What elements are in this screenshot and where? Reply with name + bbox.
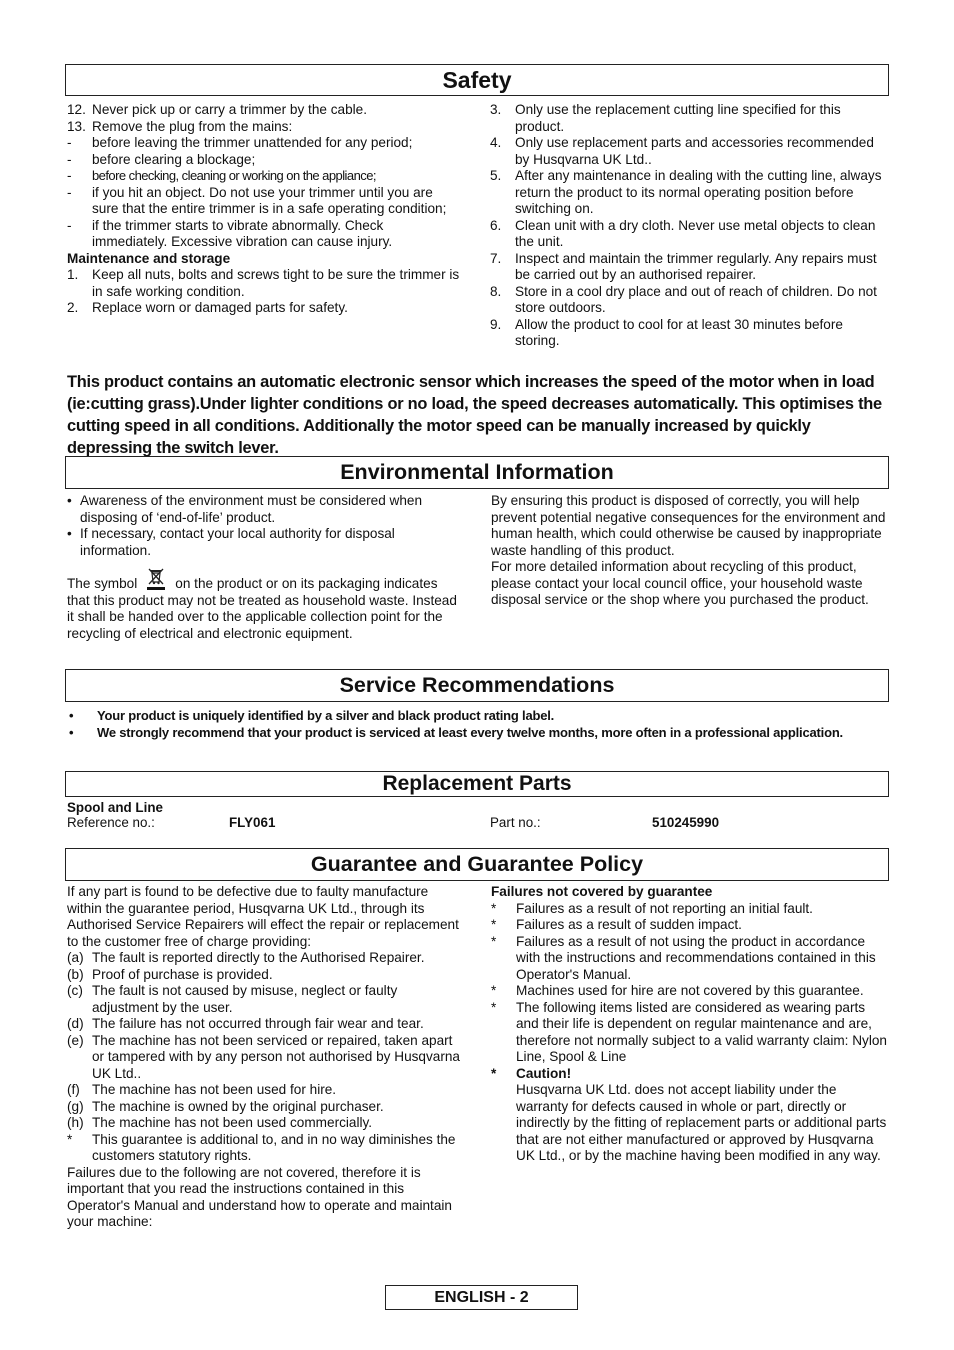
caution-item: [491, 1066, 889, 1165]
safety-item-marker: 8.: [490, 283, 502, 299]
safety-item-text: Allow the product to cool for at least 30 minutes before storing.: [515, 316, 843, 348]
caution-text: Husqvarna UK Ltd. does not accept liability under the warranty for defects caused in whole or part, directly or indirectly by the fitting of replacement parts or additional parts that are not either manufactured or approved by Husqvarna UK Ltd., or by the machine having been modified in any way.: [516, 1082, 887, 1163]
safety-item-marker: 3.: [490, 102, 502, 117]
part-number-value: 510245990: [652, 815, 720, 830]
not-covered-item-text: Machines used for hire are not covered by this guarantee.: [516, 983, 864, 998]
maintenance-heading: Maintenance and storage: [67, 250, 231, 266]
safety-item-marker: 6.: [490, 217, 502, 233]
not-covered-item-marker: *: [491, 999, 497, 1015]
symbol-paragraph: [67, 567, 462, 642]
guarantee-condition-text: The fault is not caused by misuse, neglect or faulty adjustment by the user.: [92, 983, 398, 1015]
safety-item-text: before checking, cleaning or working on the appliance;: [92, 168, 376, 183]
not-covered-item: [491, 917, 889, 934]
safety-item-text: before clearing a blockage;: [92, 151, 256, 167]
maintenance-item: [67, 300, 462, 317]
maintenance-item-text: Replace worn or damaged parts for safety.: [92, 300, 348, 315]
environmental-title: Environmental Information: [340, 460, 614, 484]
crossed-out-bin-icon: [143, 567, 169, 591]
guarantee-condition: [67, 1033, 465, 1083]
service-bullet-text: We strongly recommend that your product is serviced at least every twelve months, more often in a professional application.: [97, 724, 843, 740]
safety-item: [490, 251, 890, 284]
guarantee-condition-text: The machine is owned by the original purchaser.: [92, 1098, 384, 1114]
environmental-bullet: [67, 493, 462, 526]
replacement-title: Replacement Parts: [382, 772, 572, 795]
safety-item: [67, 135, 462, 152]
guarantee-condition: [67, 983, 465, 1016]
environmental-left-column: [67, 493, 462, 642]
guarantee-left-column: [67, 884, 465, 1231]
not-covered-item: [491, 1000, 889, 1066]
guarantee-condition: [67, 1132, 465, 1165]
environmental-bullets: [67, 493, 462, 559]
safety-item: [490, 168, 890, 218]
safety-item-marker: -: [67, 168, 72, 183]
safety-item: [490, 102, 890, 135]
guarantee-condition-text: The machine has not been used commercially.: [92, 1115, 373, 1130]
bullet-icon: •: [67, 493, 72, 508]
guarantee-condition: [67, 1115, 465, 1132]
reference-label: Reference no.:: [67, 815, 155, 830]
not-covered-item-marker: *: [491, 900, 497, 916]
caution-body: [516, 1066, 889, 1165]
maintenance-item-marker: 1.: [67, 267, 79, 282]
safety-item: [490, 317, 890, 350]
guarantee-condition-text: The machine has not been serviced or repaired, taken apart or tampered with by any person not authorised by Husqvarna UK Ltd..: [92, 1032, 460, 1081]
guarantee-outro: Failures due to the following are not covered, therefore it is important that you read the instructions contained in this Operator's Manual and understand how to operate and maintain your machine:: [67, 1164, 452, 1229]
symbol-text-after: on the product or on its packaging indicates that this product may not be treated as household waste. Instead it shall be handed over to the applicable collection point for the recycling of electrical and electronic equipment.: [67, 576, 457, 641]
environmental-heading-box: [65, 456, 889, 489]
guarantee-condition-marker: (d): [67, 1016, 84, 1031]
safety-item: [67, 119, 462, 136]
service-bullet-text: Your product is uniquely identified by a silver and black product rating label.: [97, 708, 555, 723]
safety-item-text: Clean unit with a dry cloth. Never use metal objects to clean the unit.: [515, 217, 876, 249]
reference-value: FLY061: [229, 815, 276, 830]
part-number-label: Part no.:: [490, 815, 541, 830]
guarantee-condition-marker: (g): [67, 1098, 84, 1114]
page-footer: ENGLISH - 2: [385, 1285, 578, 1310]
guarantee-heading-box: [65, 848, 889, 881]
service-heading-box: [65, 669, 889, 702]
guarantee-condition: [67, 967, 465, 984]
guarantee-condition-marker: (f): [67, 1082, 80, 1097]
not-covered-item-text: The following items listed are considered as wearing parts and their life is dependent on regular maintenance and are, therefore not normally subject to a valid warranty claim: Nylon Line, Spool & Line: [516, 999, 887, 1064]
safety-item-marker: 9.: [490, 316, 502, 332]
environmental-bullet-text: Awareness of the environment must be considered when disposing of ‘end-of-life’ product.: [80, 493, 423, 525]
not-covered-item: [491, 901, 889, 918]
guarantee-condition-text: The machine has not been used for hire.: [92, 1082, 337, 1097]
guarantee-condition-text: The fault is reported directly to the Authorised Repairer.: [92, 950, 425, 965]
guarantee-condition: [67, 950, 465, 967]
not-covered-item-text: Failures as a result of not reporting an initial fault.: [516, 900, 813, 916]
guarantee-condition-marker: (c): [67, 983, 83, 998]
safety-item-marker: -: [67, 184, 72, 200]
environmental-bullet-text: If necessary, contact your local authority for disposal information.: [80, 526, 395, 558]
maintenance-item: [67, 267, 462, 300]
environmental-right-paragraph-2: For more detailed information about recycling of this product, please contact your local council office, your household waste disposal service or the shop where you purchased the product.: [491, 559, 869, 607]
caution-marker: *: [491, 1065, 497, 1081]
not-covered-item: [491, 983, 889, 1000]
safety-item: [490, 218, 890, 251]
maintenance-item-marker: 2.: [67, 300, 79, 315]
safety-item-marker: -: [67, 151, 72, 167]
not-covered-item-marker: *: [491, 933, 497, 949]
guarantee-condition-marker: (h): [67, 1115, 84, 1130]
environmental-bullet: [67, 526, 462, 559]
service-bullet: [67, 725, 887, 742]
safety-item-marker: 12.: [67, 102, 86, 117]
not-covered-item-marker: *: [491, 983, 497, 998]
sensor-notice: This product contains an automatic electronic sensor which increases the speed of the motor when in load (ie:cutting grass).Under lighter conditions or no load, the speed decreases automatically. This optimises the cutting speed in all conditions. Additionally the motor speed can be manually increased by quickly depressing the switch lever.: [67, 373, 882, 458]
not-covered-item-marker: *: [491, 917, 497, 932]
guarantee-condition-marker: (b): [67, 966, 84, 982]
guarantee-condition-text: Proof of purchase is provided.: [92, 966, 273, 982]
safety-right-list: [490, 102, 890, 350]
service-bullets: [67, 708, 887, 741]
guarantee-condition-text: This guarantee is additional to, and in no way diminishes the customers statutory rights.: [92, 1131, 456, 1163]
maintenance-list: [67, 267, 462, 317]
safety-item-marker: 7.: [490, 250, 502, 266]
safety-heading-box: [65, 64, 889, 96]
spool-line-heading: Spool and Line: [67, 800, 163, 815]
safety-right-column: [490, 102, 890, 350]
not-covered-list: [491, 901, 889, 1066]
safety-left-column: [67, 102, 462, 317]
safety-item-text: Store in a cool dry place and out of reach of children. Do not store outdoors.: [515, 283, 877, 315]
not-covered-item-text: Failures as a result of sudden impact.: [516, 917, 742, 932]
environmental-right-column: [491, 493, 889, 609]
environmental-right-paragraph-1: By ensuring this product is disposed of correctly, you will help prevent potential negative consequences for the environment and human health, which could otherwise be caused by inappropriate waste handling of this product.: [491, 493, 886, 558]
guarantee-right-column: [491, 884, 889, 1165]
safety-item: [67, 185, 462, 218]
safety-item-text: Remove the plug from the mains:: [92, 118, 293, 134]
caution-heading: Caution!: [516, 1065, 572, 1081]
safety-item-text: Only use the replacement cutting line specified for this product.: [515, 102, 841, 134]
safety-item: [490, 135, 890, 168]
safety-item-text: if you hit an object. Do not use your trimmer until you are sure that the entire trimmer is in a safe operating condition;: [92, 184, 447, 216]
not-covered-item-text: Failures as a result of not using the product in accordance with the instructions and recommendations contained in this Operator's Manual.: [516, 933, 876, 982]
safety-left-list: [67, 102, 462, 251]
maintenance-item-text: Keep all nuts, bolts and screws tight to be sure the trimmer is in safe working condition.: [92, 267, 460, 299]
safety-item: [67, 152, 462, 169]
safety-item-text: before leaving the trimmer unattended for any period;: [92, 135, 413, 150]
guarantee-conditions: [67, 950, 465, 1165]
safety-item-marker: -: [67, 135, 72, 150]
not-covered-item: [491, 934, 889, 984]
safety-item-text: if the trimmer starts to vibrate abnormally. Check immediately. Excessive vibration can cause injury.: [92, 217, 393, 249]
guarantee-condition: [67, 1082, 465, 1099]
bullet-icon: •: [67, 526, 72, 541]
replacement-heading-box: [65, 771, 889, 797]
guarantee-condition-marker: (e): [67, 1032, 84, 1048]
guarantee-intro: If any part is found to be defective due to faulty manufacture within the guarantee period, Husqvarna UK Ltd., through its Authorised Service Repairers will effect the repair or replacement to the customer free of charge providing:: [67, 884, 459, 949]
guarantee-condition-text: The failure has not occurred through fair wear and tear.: [92, 1016, 424, 1031]
safety-item-marker: 4.: [490, 135, 502, 150]
safety-item: [490, 284, 890, 317]
guarantee-condition: [67, 1099, 465, 1116]
safety-item-marker: 5.: [490, 168, 502, 183]
safety-item-text: Only use replacement parts and accessories recommended by Husqvarna UK Ltd..: [515, 135, 874, 167]
safety-item-text: Inspect and maintain the trimmer regularly. Any repairs must be carried out by an authorised repairer.: [515, 250, 877, 282]
guarantee-condition: [67, 1016, 465, 1033]
safety-item: [67, 218, 462, 251]
safety-item: [67, 102, 462, 119]
bullet-icon: •: [69, 708, 74, 723]
guarantee-condition-marker: (a): [67, 950, 84, 965]
safety-title: Safety: [442, 67, 512, 93]
service-title: Service Recommendations: [339, 673, 615, 697]
guarantee-condition-marker: *: [67, 1131, 73, 1147]
bullet-icon: •: [69, 724, 74, 740]
safety-item: [67, 168, 462, 185]
not-covered-heading: Failures not covered by guarantee: [491, 884, 713, 899]
service-bullet: [67, 708, 887, 725]
safety-item-text: Never pick up or carry a trimmer by the cable.: [92, 102, 367, 117]
guarantee-title: Guarantee and Guarantee Policy: [310, 852, 644, 876]
safety-item-marker: -: [67, 217, 72, 233]
safety-item-text: After any maintenance in dealing with the cutting line, always return the product to its normal operating position before switching on.: [515, 168, 882, 216]
safety-item-marker: 13.: [67, 118, 86, 134]
symbol-text-before: The symbol: [67, 576, 138, 591]
